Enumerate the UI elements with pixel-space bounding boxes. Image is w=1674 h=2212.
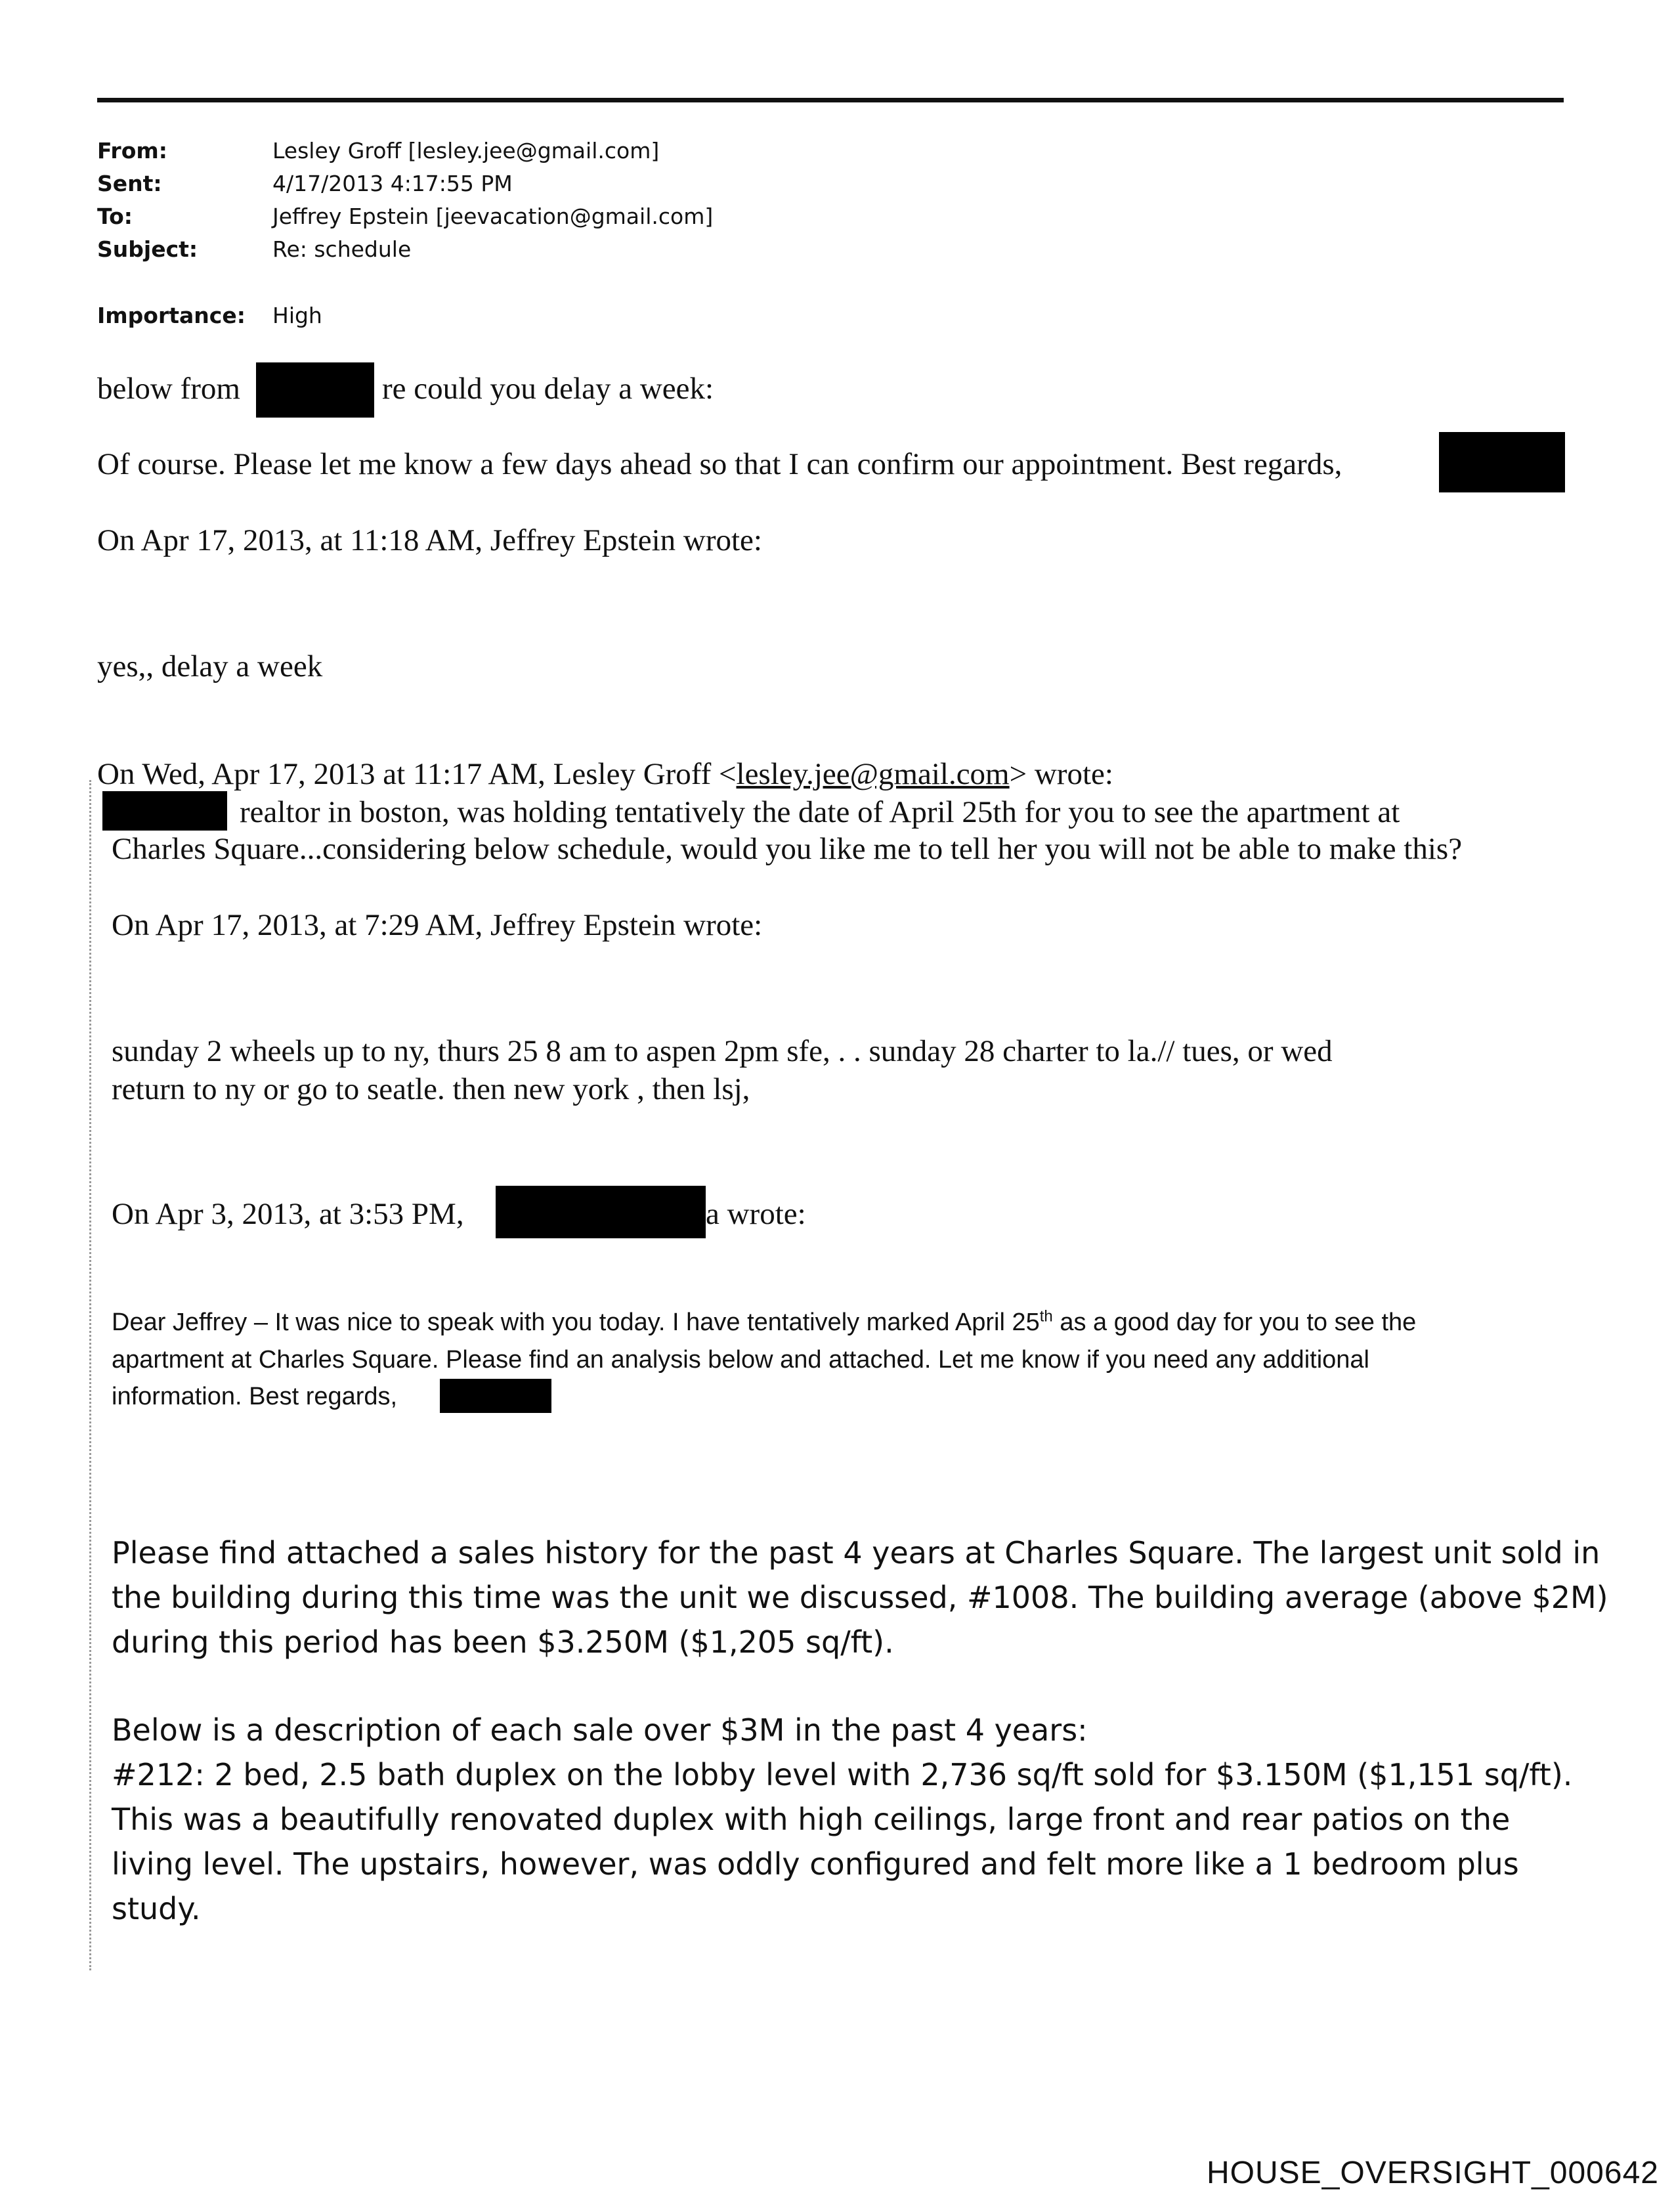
- body-line-5: [97, 756, 1113, 792]
- from-label: From:: [97, 138, 167, 163]
- body-line-5b: > wrote:: [1009, 757, 1113, 791]
- sent-value: 4/17/2013 4:17:55 PM: [272, 171, 513, 196]
- from-value: Lesley Groff [lesley.jee@gmail.com]: [272, 138, 660, 163]
- body-line-7: Charles Square...considering below schedule, would you like me to tell her you will not be able to make this?: [112, 832, 1463, 866]
- sent-label: Sent:: [97, 171, 162, 196]
- body-line-13: apartment at Charles Square. Please find an analysis below and attached. Let me know if you need any additional: [112, 1346, 1369, 1374]
- redaction-box: [440, 1379, 551, 1413]
- body-line-12-sup: th: [1039, 1307, 1053, 1326]
- para2-line-2: #212: 2 bed, 2.5 bath duplex on the lobby level with 2,736 sq/ft sold for $3.150M ($1,151 sq/ft).: [112, 1757, 1573, 1792]
- redaction-box: [496, 1186, 706, 1238]
- body-line-11b: a wrote:: [706, 1197, 806, 1231]
- body-line-8: On Apr 17, 2013, at 7:29 AM, Jeffrey Epstein wrote:: [112, 908, 763, 942]
- para2-line-3: This was a beautifully renovated duplex with high ceilings, large front and rear patios on the: [112, 1802, 1511, 1837]
- body-line-4: yes,, delay a week: [97, 649, 323, 683]
- to-label: To:: [97, 204, 133, 229]
- quote-bar: [89, 780, 91, 1970]
- body-line-1b: re could you delay a week:: [382, 372, 714, 406]
- body-line-14: information. Best regards,: [112, 1383, 398, 1410]
- redaction-box: [256, 362, 374, 418]
- para2-line-5: study.: [112, 1891, 201, 1926]
- body-line-1a: below from: [97, 372, 240, 406]
- para2-line-1: Below is a description of each sale over $3M in the past 4 years:: [112, 1712, 1088, 1748]
- importance-value: High: [272, 303, 322, 328]
- body-line-10: return to ny or go to seatle. then new york , then lsj,: [112, 1072, 750, 1106]
- body-line-5a: On Wed, Apr 17, 2013 at 11:17 AM, Lesley Groff <: [97, 757, 737, 791]
- para1-line-3: during this period has been $3.250M ($1,205 sq/ft).: [112, 1624, 894, 1660]
- body-line-2: Of course. Please let me know a few days ahead so that I can confirm our appointment. Best regards,: [97, 447, 1342, 481]
- para1-line-1: Please find attached a sales history for the past 4 years at Charles Square. The largest unit sold in: [112, 1535, 1600, 1571]
- bates-number: HOUSE_OVERSIGHT_000642: [1207, 2156, 1659, 2190]
- body-line-11a: On Apr 3, 2013, at 3:53 PM,: [112, 1197, 464, 1231]
- to-value: Jeffrey Epstein [jeevacation@gmail.com]: [272, 204, 714, 229]
- body-line-9: sunday 2 wheels up to ny, thurs 25 8 am to aspen 2pm sfe, . . sunday 28 charter to la.// tues, or wed: [112, 1034, 1333, 1068]
- top-rule: [97, 98, 1564, 102]
- body-line-12b: as a good day for you to see the: [1052, 1309, 1417, 1336]
- body-line-12a: Dear Jeffrey – It was nice to speak with you today. I have tentatively marked April 25: [112, 1309, 1040, 1336]
- body-line-3: On Apr 17, 2013, at 11:18 AM, Jeffrey Epstein wrote:: [97, 523, 762, 557]
- importance-label: Importance:: [97, 303, 246, 328]
- subject-value: Re: schedule: [272, 236, 412, 262]
- para1-line-2: the building during this time was the unit we discussed, #1008. The building average (above $2M): [112, 1580, 1608, 1615]
- email-link[interactable]: lesley.jee@gmail.com: [736, 757, 1010, 791]
- subject-label: Subject:: [97, 236, 198, 262]
- redaction-box: [1439, 432, 1565, 492]
- para2-line-4: living level. The upstairs, however, was oddly configured and felt more like a 1 bedroom plus: [112, 1846, 1519, 1882]
- redaction-box: [102, 791, 227, 831]
- body-line-12: [112, 1309, 1416, 1337]
- body-line-6: realtor in boston, was holding tentatively the date of April 25th for you to see the apartment at: [240, 795, 1400, 829]
